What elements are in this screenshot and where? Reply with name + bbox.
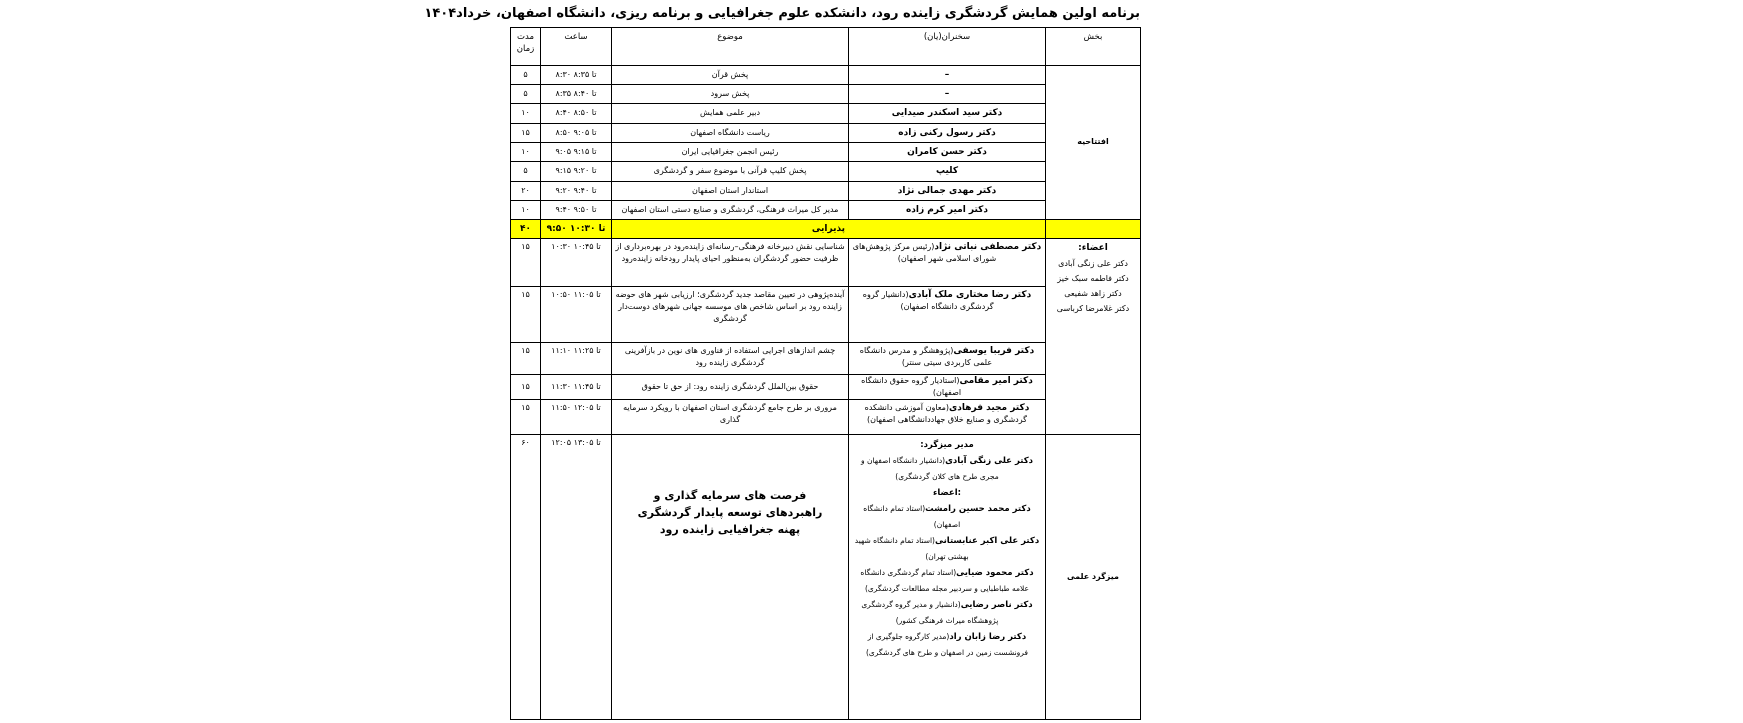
time-cell: ۱۱:۵۰ تا ۱۲:۰۵ <box>541 400 612 435</box>
time-cell: ۸:۴۰ تا ۸:۵۰ <box>541 104 612 123</box>
panel-topic: فرصت های سرمایه گذاری و راهبردهای توسعه پایدار گردشگری پهنه جغرافیایی زاینده رود <box>637 488 823 536</box>
topic-cell: پخش کلیپ قرآنی با موضوع سفر و گردشگری <box>612 162 849 181</box>
duration-cell: ۵ <box>511 162 541 181</box>
topic-cell: ریاست دانشگاه اصفهان <box>612 123 849 142</box>
panel-row <box>511 434 1141 719</box>
time-cell: ۱۰:۵۰ تا ۱۱:۰۵ <box>541 287 612 343</box>
moderator: دکتر علی زنگی آبادی(دانشیار دانشگاه اصفهان و مجری طرح های کلان گردشگری) <box>860 455 1034 481</box>
panel-member: دکتر علی اکبر عنابستانی(استاد تمام دانشگاه شهید بهشتی تهران) <box>854 535 1040 561</box>
duration-cell: ۱۰ <box>511 200 541 219</box>
speaker-cell: – <box>849 65 1046 84</box>
time-cell: ۹:۰۵ تا ۹:۱۵ <box>541 142 612 161</box>
time-cell: ۹:۲۰ تا ۹:۴۰ <box>541 181 612 200</box>
panel-duration: ۶۰ <box>511 434 541 719</box>
speaker-cell: دکتر امیر کرم زاده <box>849 200 1046 219</box>
schedule-table <box>510 27 1141 720</box>
speaker-cell: دکتر مصطفی نباتی نژاد(رئیس مرکز پژوهش‌های شورای اسلامی شهر اصفهان) <box>849 238 1046 287</box>
speaker-cell: دکتر مجید فرهادی(معاون آموزشی دانشکده گردشگری و صنایع خلاق جهاددانشگاهی اصفهان) <box>849 400 1046 435</box>
duration-cell: ۱۵ <box>511 400 541 435</box>
duration-cell: ۱۰ <box>511 142 541 161</box>
reception-label: پذیرایی <box>612 220 1046 238</box>
panel-member: دکتر محمد حسین رامشت(استاد تمام دانشگاه اصفهان) <box>863 503 1031 529</box>
duration-cell: ۱۵ <box>511 123 541 142</box>
time-cell: ۹:۴۰ تا ۹:۵۰ <box>541 200 612 219</box>
panel-member: دکتر محمود ضیایی(استاد تمام گردشگری دانشگاه علامه طباطبایی و سردبیر مجله مطالعات گردشگری) <box>860 567 1034 593</box>
time-cell: ۱۱:۳۰ تا ۱۱:۴۵ <box>541 374 612 399</box>
duration-cell: ۱۰ <box>511 104 541 123</box>
speaker-cell: کلیپ <box>849 162 1046 181</box>
topic-cell: پخش سرود <box>612 84 849 103</box>
duration-cell: ۵ <box>511 84 541 103</box>
table-row <box>511 65 1141 84</box>
topic-cell: دبیر علمی همایش <box>612 104 849 123</box>
time-cell: ۸:۵۰ تا ۹:۰۵ <box>541 123 612 142</box>
speaker-cell: دکتر سید اسکندر صیدایی <box>849 104 1046 123</box>
duration-cell: ۱۵ <box>511 343 541 375</box>
time-cell: ۹:۱۵ تا ۹:۲۰ <box>541 162 612 181</box>
member-name: دکتر غلامرضا کرباسی <box>1056 303 1130 313</box>
session-members-cell <box>1046 238 1141 434</box>
panel-members-title: :اعضاء <box>932 487 962 498</box>
member-name: دکتر علی زنگی آبادی <box>1058 258 1128 268</box>
reception-duration: ۴۰ <box>511 220 541 238</box>
panel-member: دکتر رضا زابان راد(مدیر کارگروه جلوگیری از فرونشست زمین در اصفهان و طرح های گردشگری) <box>865 631 1029 657</box>
session-panel: میزگرد علمی <box>1046 434 1141 719</box>
duration-cell: ۱۵ <box>511 287 541 343</box>
reception-row <box>511 220 1141 238</box>
header-duration: مدت زمان <box>511 28 541 66</box>
reception-empty-cell <box>1046 220 1141 238</box>
panel-member: دکتر ناصر رضایی(دانشیار و مدیر گروه گردشگری پژوهشگاه میراث فرهنگی کشور) <box>861 599 1033 625</box>
topic-cell: چشم اندازهای اجرایی استفاده از فناوری های نوین در بازآفرینی گردشگری زاینده رود <box>612 343 849 375</box>
panel-speakers-cell <box>849 434 1046 719</box>
panel-topic-cell <box>612 434 849 719</box>
topic-cell: استاندار استان اصفهان <box>612 181 849 200</box>
table-row <box>511 238 1141 287</box>
speaker-cell: دکتر رسول رکنی زاده <box>849 123 1046 142</box>
header-time: ساعت <box>541 28 612 66</box>
header-topic: موضوع <box>612 28 849 66</box>
members-title: اعضاء: <box>1078 242 1108 253</box>
speaker-cell: دکتر حسن کامران <box>849 142 1046 161</box>
panel-time: ۱۲:۰۵ تا ۱۳:۰۵ <box>541 434 612 719</box>
time-cell: ۸:۳۵ تا ۸:۴۰ <box>541 84 612 103</box>
topic-cell: رئیس انجمن جغرافیایی ایران <box>612 142 849 161</box>
topic-cell: شناسایی نقش دبیرخانه فرهنگی–رسانه‌ای زاینده‌رود در بهره‌برداری از ظرفیت حضور گردشگران به‌منظور احیای پایدار رودخانه زاینده‌رود <box>612 238 849 287</box>
reception-time: ۹:۵۰ تا ۱۰:۳۰ <box>541 220 612 238</box>
header-speakers: سخنران(یان) <box>849 28 1046 66</box>
speaker-cell: دکتر مهدی جمالی نژاد <box>849 181 1046 200</box>
session-opening: افتتاحیه <box>1046 65 1141 220</box>
time-cell: ۱۱:۱۰ تا ۱۱:۲۵ <box>541 343 612 375</box>
topic-cell: مدیر کل میراث فرهنگی، گردشگری و صنایع دستی استان اصفهان <box>612 200 849 219</box>
duration-cell: ۵ <box>511 65 541 84</box>
moderator-title: مدیر میزگرد: <box>920 439 974 450</box>
table-header-row <box>511 28 1141 66</box>
member-name: دکتر فاطمه سبک خیز <box>1057 273 1129 283</box>
speaker-cell: – <box>849 84 1046 103</box>
duration-cell: ۱۵ <box>511 238 541 287</box>
time-cell: ۱۰:۳۰ تا ۱۰:۴۵ <box>541 238 612 287</box>
duration-cell: ۲۰ <box>511 181 541 200</box>
duration-cell: ۱۵ <box>511 374 541 399</box>
topic-cell: مروری بر طرح جامع گردشگری استان اصفهان با رویکرد سرمایه گذاری <box>612 400 849 435</box>
header-session: بخش <box>1046 28 1141 66</box>
time-cell: ۸:۳۰ تا ۸:۳۵ <box>541 65 612 84</box>
member-name: دکتر زاهد شفیعی <box>1064 288 1122 298</box>
topic-cell: حقوق بین‌الملل گردشگری زاینده رود: از حق تا حقوق <box>612 374 849 399</box>
speaker-cell: دکتر امیر مقامی(استادیار گروه حقوق دانشگاه اصفهان) <box>849 374 1046 399</box>
speaker-cell: دکتر فریبا یوسفی(پژوهشگر و مدرس دانشگاه علمی کاربردی سیتی سنتر) <box>849 343 1046 375</box>
document-title: برنامه اولین همایش گردشگری زاینده رود، دانشکده علوم جغرافیایی و برنامه ریزی، دانشگاه اصفهان، خرداد۱۴۰۴ <box>424 6 1140 21</box>
topic-cell: پخش قرآن <box>612 65 849 84</box>
topic-cell: آینده‌پژوهی در تعیین مقاصد جدید گردشگری؛ ارزیابی شهر های حوضه زاینده رود بر اساس شاخص های موسسه جهانی شهرهای دوست‌دار گردشگری <box>612 287 849 343</box>
speaker-cell: دکتر رضا مختاری ملک آبادی(دانشیار گروه گردشگری دانشگاه اصفهان) <box>849 287 1046 343</box>
